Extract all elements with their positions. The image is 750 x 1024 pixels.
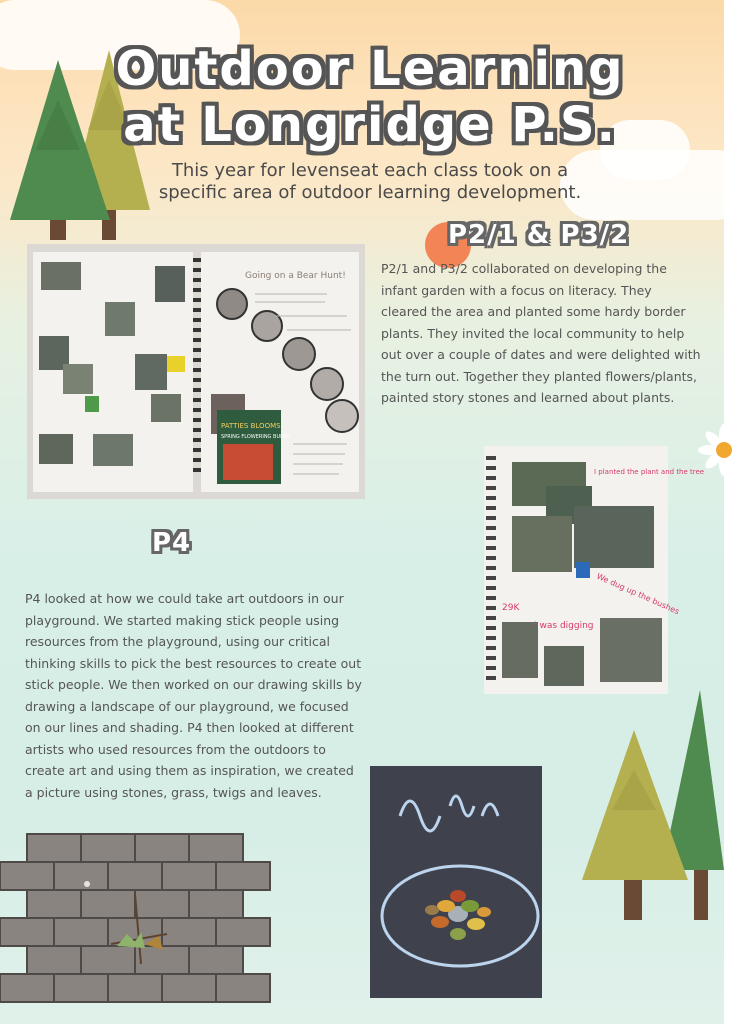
scrapbook-illustration	[27, 244, 365, 499]
stone-art-illustration	[370, 766, 542, 998]
section-heading-p2-p3: P2/1 & P3/2	[448, 220, 630, 250]
journal-page-title: Going on a Bear Hunt!	[245, 271, 346, 281]
section-heading-p4: P4	[152, 528, 192, 558]
paving-illustration	[27, 834, 243, 998]
page-title-line-2: at Longridge P.S.	[123, 97, 617, 153]
tree-icon	[582, 690, 724, 930]
stone-art-photo	[370, 766, 542, 998]
section-text-p2-p3: P2/1 and P3/2 collaborated on developing the infant garden with a focus on literacy. They cleared the area and planted some hardy border plants. They invited the local community to help out over a couple of dates and were delighted with the turn out. Together they planted flowers/plants, painted story stones and learned about plants.	[381, 261, 701, 405]
notebook-illustration	[484, 446, 705, 694]
book-subtitle: SPRING FLOWERING BULBS	[221, 434, 290, 440]
book-title: PATTIES BLOOMS	[221, 422, 281, 430]
page-title-line-1: Outdoor Learning	[115, 41, 625, 97]
notebook-caption: I planted the plant and the tree	[594, 468, 705, 476]
intro-text: This year for levenseat each class took on a specific area of outdoor learning development.	[158, 160, 582, 203]
notebook-caption: 29K	[502, 603, 520, 613]
notebook-photo	[484, 446, 705, 694]
stick-people-photo	[27, 834, 243, 998]
notebook-caption: We dug up the bushes	[595, 571, 681, 617]
notebook-caption: I was digging	[534, 621, 594, 631]
scrapbook-photo	[27, 244, 365, 499]
section-text-p4: P4 looked at how we could take art outdoors in our playground. We started making stick people using resources from the playground, using our critical thinking skills to pick the best resources to create out stick people. We then worked on our drawing skills by drawing a landscape of our playground, we focused on our lines and shading. P4 then looked at different artists who used resources from the outdoors to create art and using them as inspiration, we created a picture using stones, grass, twigs and leaves.	[25, 591, 362, 800]
